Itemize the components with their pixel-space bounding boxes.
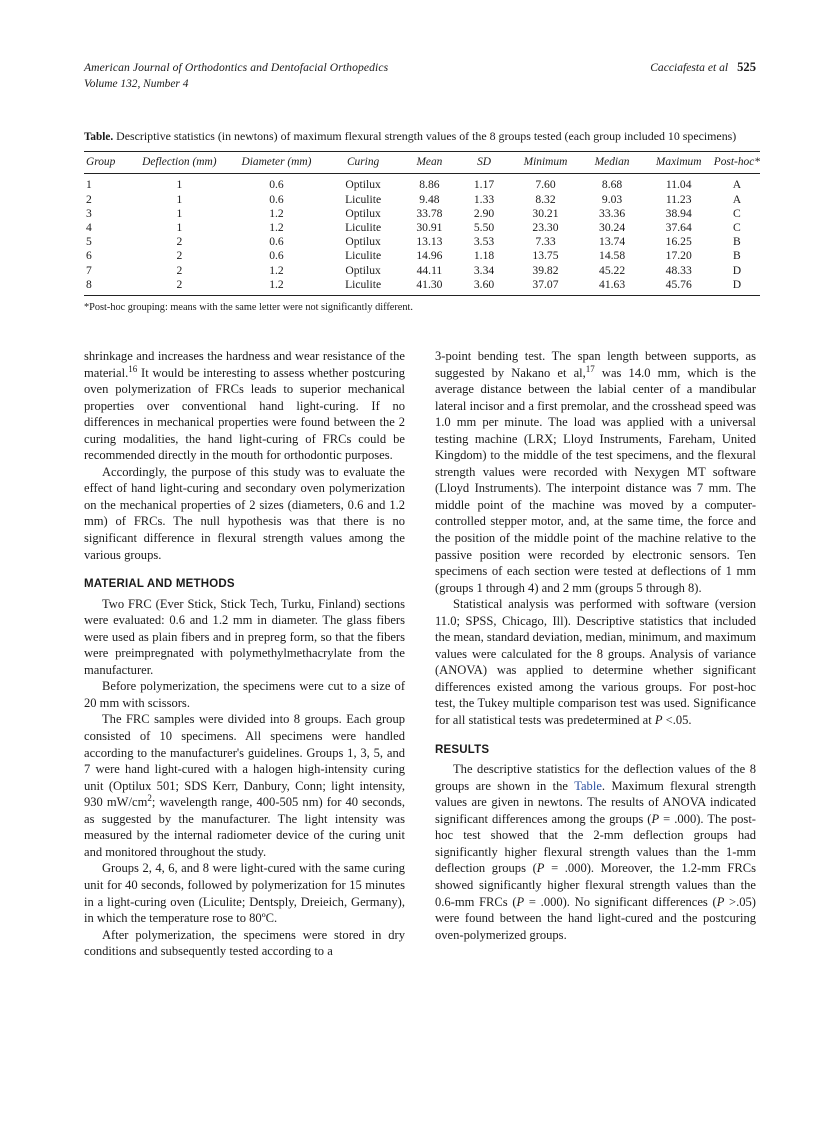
paragraph-text-5: = .000). No significant differences ( [524, 894, 717, 909]
paragraph-text-cont: <.05. [662, 713, 692, 728]
table-block [84, 128, 760, 315]
cell-post-hoc: C [733, 220, 741, 234]
running-head-top-row [84, 60, 756, 75]
cell-maximum: 37.64 [665, 220, 692, 234]
cell-deflection: 2 [176, 249, 183, 263]
cell-group: 7 [86, 263, 92, 277]
table-row [84, 206, 760, 220]
paragraph-text-2: . Maximum flexural strength values are given in newtons. The results of ANOVA indicated significant differences among the groups ( [435, 778, 756, 826]
table-row [84, 174, 760, 192]
paragraph-text-3: = .000). The post-hoc test showed that the 2-mm deflection groups had significantly higher flexural strength values than the 1-mm deflection groups ( [435, 811, 756, 876]
cell-sd: 2.90 [473, 206, 495, 220]
column-header-mean: Mean [416, 156, 443, 169]
paragraph-text-cont: was 14.0 mm, which is the average distance between the labial center of a mandibular lateral incisor and a first premolar, and the crosshead speed was 1.0 mm per minute. The load was applied with a universal testing machine (LRX; Lloyd Instruments, Fareham, United Kingdom) to the middle of the test specimens, and the flexural strength values were recorded with Nexygen MT software (Lloyd Instruments). The interpoint distance was 7 mm. The middle point of the machine was moved by a computer-controlled stepper motor, and, at the same time, the force and the position of the middle point of the machine relative to the passive position were recorded by electronic sensors. Ten specimens of each section were tested at deflections of 1 mm (groups 1 through 4) and 2 mm (groups 5 through 8). [435, 365, 756, 595]
column-header-diameter: Diameter (mm) [241, 156, 312, 169]
paragraph-continued [84, 348, 405, 464]
cell-minimum: 37.07 [532, 277, 559, 291]
cell-mean: 41.30 [416, 277, 443, 291]
cell-deflection: 2 [176, 277, 183, 291]
cell-minimum: 30.21 [532, 206, 559, 220]
cell-median: 33.36 [599, 206, 626, 220]
cell-median: 30.24 [599, 220, 626, 234]
superscript-two: 2 [147, 793, 152, 804]
cell-minimum: 39.82 [532, 263, 559, 277]
cell-deflection: 1 [176, 192, 183, 206]
paragraph-results [435, 761, 756, 943]
column-header-maximum: Maximum [655, 156, 702, 169]
cell-mean: 30.91 [416, 220, 443, 234]
table-caption [84, 128, 760, 145]
cell-maximum: 45.76 [665, 277, 692, 291]
paragraph-frc-sections: Two FRC (Ever Stick, Stick Tech, Turku, Finland) sections were evaluated: 0.6 and 1.2 mm in diameter. The glass fibers were used as plain fibers and in prepreg form, so that the fibers were preimpregnated with polymethylmethacrylate from the manufacturer. [84, 596, 405, 677]
cell-sd: 1.33 [473, 192, 495, 206]
paragraph-text-cont: It would be interesting to assess whether postcuring oven polymerization of FRCs leads to superior mechanical properties over conventional hand light-curing. If no differences in mechanical properties were found between the 2 curing modalities, the hand light-curing of FRCs could be recommended directly in the mouth for orthodontic purposes. [84, 365, 405, 463]
table-row [84, 263, 760, 277]
cell-minimum: 7.33 [535, 235, 556, 249]
volume-issue-line: Volume 132, Number 4 [84, 78, 189, 90]
cell-median: 14.58 [599, 249, 626, 263]
table-cross-reference-link[interactable]: Table [574, 778, 602, 793]
author-running-head: Cacciafesta et al [650, 61, 729, 74]
cell-mean: 8.86 [419, 178, 440, 192]
paragraph-text: 3-point bending test. The span length between supports, as suggested by Nakano et al, [435, 349, 756, 380]
cell-minimum: 8.32 [535, 192, 556, 206]
cell-diameter: 1.2 [269, 220, 284, 234]
table-row [84, 249, 760, 263]
cell-group: 4 [86, 220, 92, 234]
cell-sd: 3.34 [473, 263, 495, 277]
cell-maximum: 16.25 [665, 235, 692, 249]
paragraph-text: The descriptive statistics for the deflection values of the 8 groups are shown in the [435, 762, 756, 793]
paragraph-statistical-analysis [435, 596, 756, 728]
cell-maximum: 11.04 [665, 178, 692, 192]
p-value-symbol: P [716, 894, 725, 909]
cell-sd: 5.50 [473, 220, 495, 234]
cell-mean: 14.96 [416, 249, 443, 263]
table-header-row [84, 152, 760, 174]
p-value-symbol: P [654, 713, 663, 728]
cell-deflection: 1 [176, 178, 183, 192]
cell-deflection: 1 [176, 220, 183, 234]
cell-curing: Optilux [345, 178, 381, 192]
cell-sd: 1.18 [473, 249, 495, 263]
cell-median: 9.03 [601, 192, 623, 206]
table-caption-text: Descriptive statistics (in newtons) of maximum flexural strength values of the 8 groups tested (each group included 10 specimens) [116, 129, 737, 143]
paragraph-text-4: = .000). Moreover, the 1.2-mm FRCs showed significantly higher flexural strength values than the 0.6-mm FRCs ( [435, 861, 756, 909]
table-row [84, 277, 760, 295]
cell-curing: Optilux [345, 263, 381, 277]
cell-median: 45.22 [599, 263, 626, 277]
paragraph-oven-groups: Groups 2, 4, 6, and 8 were light-cured with the same curing unit for 40 seconds, followed by polymerization for 15 minutes in a light-curing oven (Liculite; Dentsply, Dreieich, Germany), in which the temperature rose to 80ºC. [84, 861, 405, 926]
cell-post-hoc: C [733, 206, 741, 220]
cell-median: 41.63 [599, 277, 626, 291]
cell-curing: Liculite [345, 192, 382, 206]
cell-post-hoc: B [733, 249, 741, 263]
paragraph-text-cont: ; wavelength range, 400-505 nm) for 40 seconds, as suggested by the manufacturer. The light intensity was measured by the internal radiometer device of the curing unit and monitored throughout the study. [84, 795, 405, 859]
cell-diameter: 1.2 [269, 206, 284, 220]
heading-material-and-methods: MATERIAL AND METHODS [84, 578, 235, 591]
table-row [84, 235, 760, 249]
table-row [84, 192, 760, 206]
running-head-right [650, 60, 756, 75]
cell-curing: Optilux [345, 206, 381, 220]
cell-diameter: 0.6 [269, 178, 284, 192]
column-header-curing: Curing [346, 156, 380, 169]
paragraph-purpose: Accordingly, the purpose of this study was to evaluate the effect of hand light-curing and secondary oven polymerization on the mechanical properties of 2 sizes (diameters, 0.6 and 1.2 mm) of FRCs. The null hypothesis was that there is no significant difference in flexural strength values among the various groups. [84, 464, 405, 562]
paragraph-after-polymerization: After polymerization, the specimens were stored in dry conditions and subsequently tested according to a [84, 927, 405, 959]
cell-group: 3 [86, 206, 92, 220]
column-header-minimum: Minimum [523, 156, 568, 169]
cell-sd: 3.53 [473, 235, 495, 249]
reference-marker-16: 16 [128, 363, 138, 374]
cell-post-hoc: D [732, 277, 742, 291]
cell-deflection: 1 [176, 206, 183, 220]
column-header-sd: SD [477, 156, 491, 169]
cell-post-hoc: D [732, 263, 742, 277]
body-columns [84, 348, 756, 960]
table-label: Table. [84, 131, 114, 143]
cell-sd: 1.17 [473, 178, 495, 192]
cell-minimum: 7.60 [535, 178, 556, 192]
paragraph-before-polymerization: Before polymerization, the specimens were cut to a size of 20 mm with scissors. [84, 679, 405, 710]
cell-group: 6 [86, 249, 92, 263]
right-column [435, 348, 756, 960]
paragraph-bending-test [435, 348, 756, 596]
column-header-group: Group [86, 156, 116, 169]
table-body [84, 174, 760, 295]
cell-diameter: 0.6 [269, 192, 284, 206]
cell-deflection: 2 [176, 263, 183, 277]
cell-sd: 3.60 [473, 277, 495, 291]
paragraph-text: shrinkage and increases the hardness and wear resistance of the material. [84, 349, 405, 380]
cell-diameter: 1.2 [269, 277, 284, 291]
p-value-symbol: P [651, 811, 660, 826]
cell-mean: 33.78 [416, 206, 443, 220]
cell-post-hoc: A [732, 192, 742, 206]
cell-group: 2 [86, 192, 92, 206]
cell-diameter: 1.2 [269, 263, 284, 277]
p-value-symbol: P [516, 894, 525, 909]
column-header-deflection: Deflection (mm) [142, 156, 217, 169]
cell-maximum: 17.20 [665, 249, 692, 263]
cell-diameter: 0.6 [269, 235, 284, 249]
cell-curing: Liculite [345, 220, 382, 234]
running-head [84, 60, 756, 92]
cell-curing: Liculite [345, 249, 382, 263]
cell-median: 8.68 [601, 178, 623, 192]
heading-results: RESULTS [435, 743, 490, 756]
table-head [84, 152, 760, 174]
cell-mean: 13.13 [416, 235, 443, 249]
cell-deflection: 2 [176, 235, 183, 249]
cell-minimum: 13.75 [532, 249, 559, 263]
cell-maximum: 38.94 [665, 206, 692, 220]
cell-maximum: 11.23 [665, 192, 692, 206]
page-number: 525 [737, 60, 756, 74]
cell-mean: 44.11 [416, 263, 443, 277]
journal-title: American Journal of Orthodontics and Dentofacial Orthopedics [84, 61, 389, 74]
table-footnote: *Post-hoc grouping: means with the same letter were not significantly different. [84, 301, 413, 313]
cell-diameter: 0.6 [269, 249, 284, 263]
cell-group: 5 [86, 235, 92, 249]
column-header-median: Median [594, 156, 630, 169]
p-value-symbol: P [536, 861, 545, 876]
cell-minimum: 23.30 [532, 220, 559, 234]
cell-post-hoc: A [732, 178, 742, 192]
paragraph-groups-split [84, 711, 405, 860]
descriptive-statistics-table [84, 151, 760, 295]
left-column [84, 348, 405, 960]
table-row [84, 220, 760, 234]
cell-mean: 9.48 [419, 192, 440, 206]
cell-group: 8 [86, 277, 92, 291]
paragraph-text: The FRC samples were divided into 8 groups. Each group consisted of 10 specimens. All specimens were handled according to the manufacturer's guidelines. Groups 1, 3, 5, and 7 were hand light-cured with a halogen high-intensity curing unit (Optilux 501; SDS Kerr, Danbury, Conn; light intensity, 930 mW/cm [84, 712, 405, 810]
cell-curing: Optilux [345, 235, 381, 249]
cell-maximum: 48.33 [665, 263, 692, 277]
cell-post-hoc: B [733, 235, 741, 249]
paragraph-text: Statistical analysis was performed with software (version 11.0; SPSS, Chicago, Ill). Descriptive statistics that included the mean, standard deviation, median, minimum, and maximum values were calculated for the 8 groups. Analysis of variance (ANOVA) was applied to determine whether significant differences existed among the various groups. For post-hoc test, the Tukey multiple comparison test was used. Significance for all statistical tests was predetermined at [435, 597, 756, 728]
cell-group: 1 [86, 178, 92, 192]
cell-median: 13.74 [599, 235, 626, 249]
column-header-post-hoc: Post-hoc* [713, 156, 760, 169]
paragraph-text-6: >.05) were found between the hand light-cured and the postcuring oven-polymerized groups. [435, 894, 756, 942]
cell-curing: Liculite [345, 277, 382, 291]
reference-marker-17: 17 [585, 363, 595, 374]
